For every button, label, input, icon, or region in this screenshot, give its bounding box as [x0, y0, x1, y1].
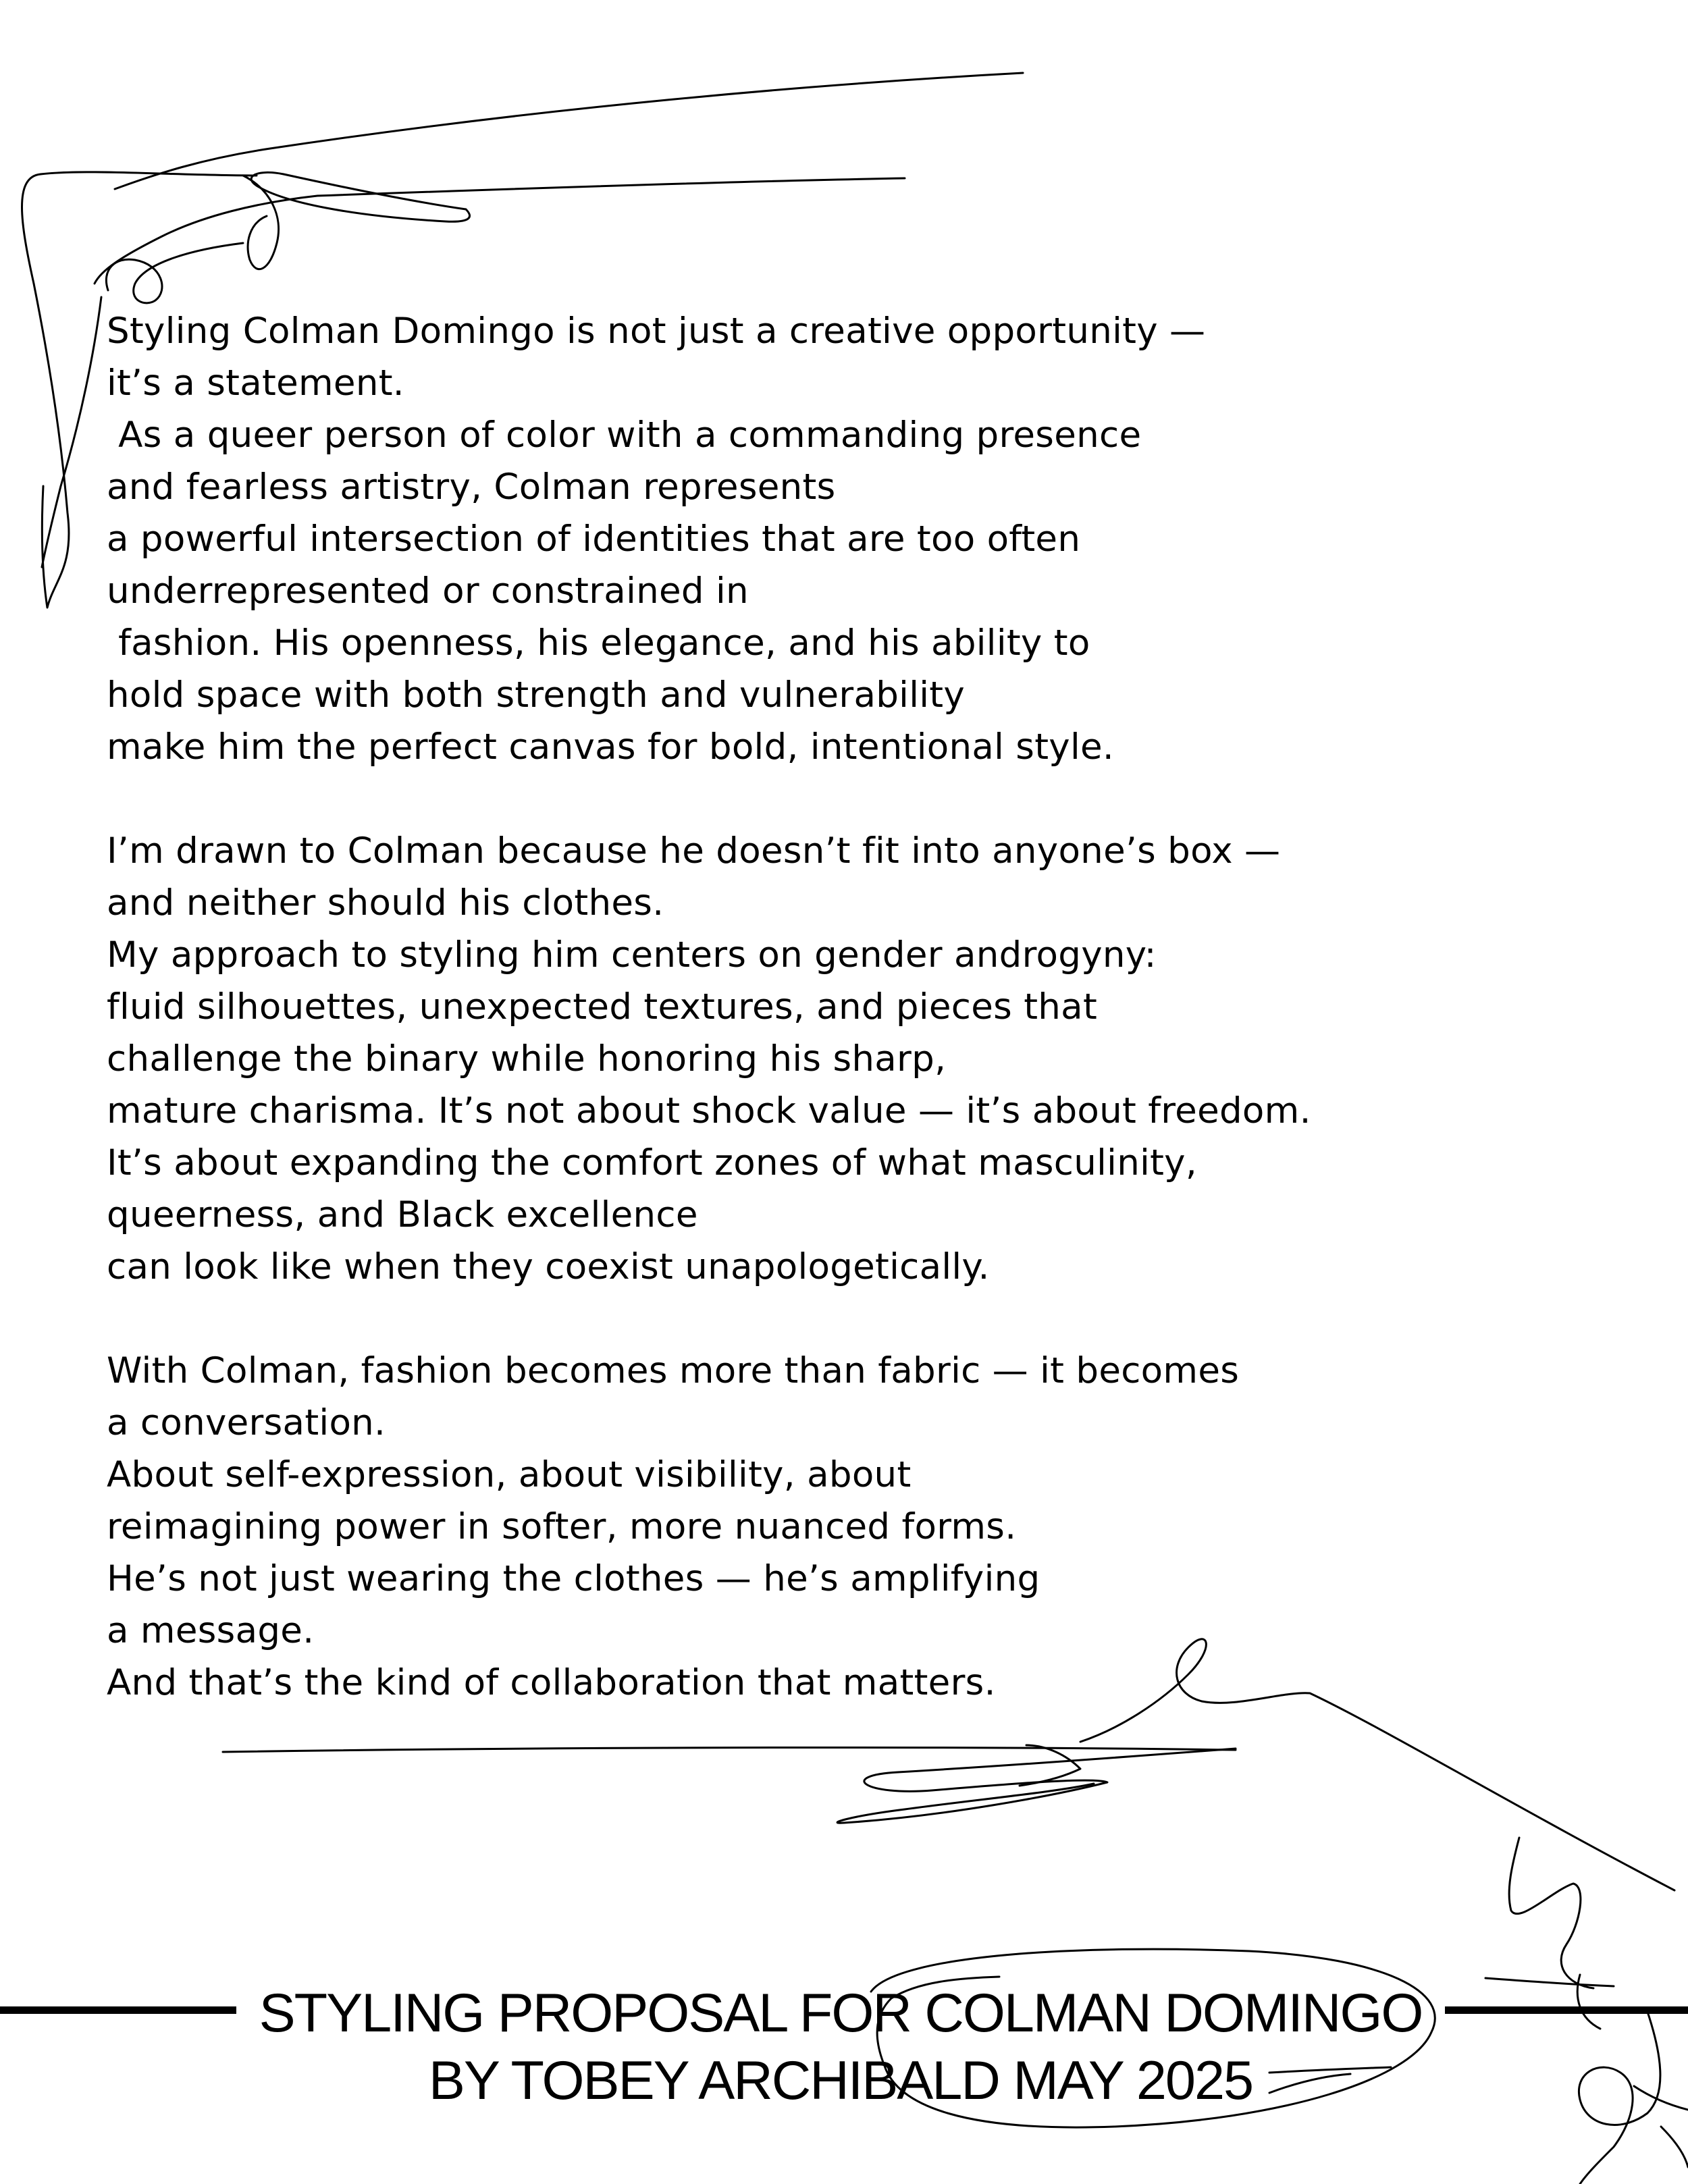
text-line: It’s about expanding the comfort zones of what masculinity,	[107, 1142, 1197, 1183]
scribble-underline-stroke	[223, 1747, 1236, 1752]
scribble-left-inner-line	[42, 297, 101, 567]
text-line: I’m drawn to Colman because he doesn’t fit into anyone’s box —	[107, 830, 1281, 872]
scribble-left-hook	[243, 176, 279, 269]
text-line: a conversation.	[107, 1402, 386, 1443]
scribble-bottom-right-loop	[1579, 2012, 1660, 2184]
scribble-bottom-right-hook	[1509, 1838, 1593, 1988]
text-line: make him the perfect canvas for bold, intentional style.	[107, 726, 1115, 768]
text-line: With Colman, fashion becomes more than fabric — it becomes	[107, 1350, 1240, 1391]
text-line: And that’s the kind of collaboration that matters.	[107, 1662, 996, 1703]
text-line: Styling Colman Domingo is not just a creative opportunity —	[107, 311, 1206, 352]
text-line: and neither should his clothes.	[107, 882, 664, 924]
paragraph-1	[107, 305, 1592, 773]
paragraph-3	[107, 1345, 1592, 1709]
text-line: it’s a statement.	[107, 363, 404, 404]
text-line: fluid silhouettes, unexpected textures, and pieces that	[107, 986, 1098, 1028]
scribble-bottom-right-cross	[1485, 1975, 1614, 2029]
text-line: mature charisma. It’s not about shock value — it’s about freedom.	[107, 1090, 1311, 1131]
scribble-top-long-stroke	[115, 73, 1023, 189]
scribble-sig-zigzag	[837, 1749, 1236, 1823]
text-line: fashion. His openness, his elegance, and his ability to	[107, 622, 1090, 664]
footer-title	[236, 1979, 1445, 2114]
scribble-top-left-corner-loop	[251, 172, 469, 221]
text-line: About self-expression, about visibility, about	[107, 1454, 912, 1495]
text-line: can look like when they coexist unapologetically.	[107, 1246, 990, 1287]
text-line: underrepresented or constrained in	[107, 570, 749, 612]
footer-title-line-2: BY TOBEY ARCHIBALD MAY 2025	[428, 2050, 1253, 2111]
scribble-left-corner-loop	[106, 243, 243, 303]
text-line: reimagining power in softer, more nuanced forms.	[107, 1506, 1017, 1547]
text-line: a powerful intersection of identities that are too often	[107, 518, 1081, 560]
text-line: He’s not just wearing the clothes — he’s amplifying	[107, 1558, 1040, 1599]
proposal-body	[107, 305, 1592, 1709]
text-line: and fearless artistry, Colman represents	[107, 467, 836, 508]
text-line: a message.	[107, 1610, 315, 1651]
scribble-bottom-right-tail	[1634, 2086, 1688, 2167]
paragraph-2	[107, 825, 1592, 1293]
text-line: My approach to styling him centers on gender androgyny:	[107, 934, 1157, 976]
footer-rule-left	[0, 2006, 236, 2014]
footer-rule-right	[1445, 2006, 1688, 2014]
footer-title-line-1: STYLING PROPOSAL FOR COLMAN DOMINGO	[259, 1983, 1423, 2044]
scribble-top-second-stroke	[95, 178, 905, 284]
scribble-sig-arrow	[1020, 1745, 1080, 1786]
text-line: challenge the binary while honoring his sharp,	[107, 1038, 947, 1080]
text-line: As a queer person of color with a commanding presence	[107, 415, 1142, 456]
text-line: hold space with both strength and vulnerability	[107, 674, 965, 716]
text-line: queerness, and Black excellence	[107, 1194, 698, 1235]
